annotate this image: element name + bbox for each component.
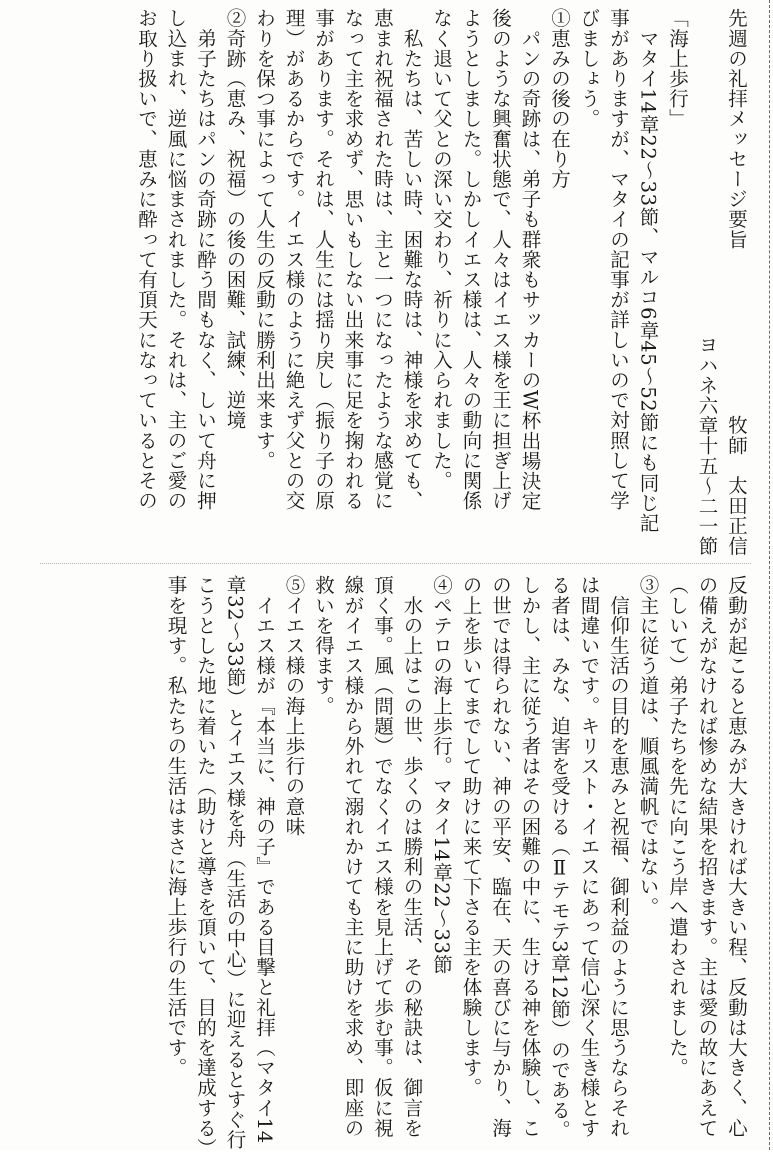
body-line: 恵まれ祝福された時は、主と一つになったような感覚に: [371, 8, 394, 511]
body-line: ようとしました。しかしイエス様は、人々の動向に関係: [459, 8, 483, 511]
body-line: 線がイエス様から外れて溺れかけても主に助けを求め、即座の: [341, 575, 365, 1138]
bottom-text-block: [161, 575, 751, 1158]
section-heading-3: ③主に従う道は、順風満帆ではない。: [636, 575, 660, 917]
section-heading-4: ④ペテロの海上歩行。マタイ14章22〜33節: [430, 575, 453, 975]
body-line: パンの奇跡は、弟子も群衆もサッカーのW杯出場決定: [518, 8, 542, 512]
body-line: なって主を求めず、思いもしない出来事に足を掬われる: [341, 8, 365, 511]
section-heading-1: ①恵みの後の在り方: [548, 8, 571, 189]
body-line: 事がありますが、マタイの記事が詳しいので対照して学: [607, 8, 630, 511]
heading-line: [722, 8, 752, 556]
body-line: の備えがなければ惨めな結果を招きます。主は愛の故にあえて: [695, 575, 719, 1138]
body-line: わりを保つ事によって人生の反動に勝利出来ます。: [253, 8, 276, 471]
sermon-theme: 「海上歩行」: [666, 8, 689, 129]
body-line: 私たちは、苦しい時、困難な時は、神様を求めても、: [400, 8, 424, 511]
section-heading-2: ②奇跡（恵み、祝福）の後の困難、試練、逆境: [223, 8, 247, 431]
body-line: びましょう。: [577, 8, 601, 129]
body-line: イエス様が『本当に、神の子』である目撃と礼拝（マタイ14: [253, 575, 276, 1144]
body-line: 事を現す。私たちの生活はまさに海上歩行の生活です。: [164, 575, 188, 1078]
body-line: マタイ14章22〜33節、マルコ6章45〜52節にも同じ記: [636, 8, 660, 533]
author-label: 牧師 太田正信: [725, 415, 748, 556]
body-line: 反動が起こると恵みが大きければ大きい程、反動は大きく、心: [725, 575, 748, 1138]
body-line: こうとした地に着いた（助けと導きを頂いて、目的を達成する）: [194, 575, 217, 1158]
body-line: （しいて）弟子たちを先に向こう岸へ遣わされました。: [666, 575, 689, 1078]
body-line: 後のような興奮状態で、人々はイエス様を王に担ぎ上げ: [489, 8, 512, 511]
body-line: お取り扱いで、恵みに酔って有頂天になっているとその: [135, 8, 158, 511]
body-line: なく退いて父との深い交わり、祈りに入られました。: [430, 8, 453, 491]
scripture-reference: ヨハネ六章十五〜二一節: [695, 334, 719, 556]
body-line: の世では得られない、神の平安、臨在、天の喜びに与かり、海: [489, 575, 512, 1138]
body-line: の上を歩いてまでして助けに来て下さる主を体験します。: [459, 575, 483, 1098]
page-edge-rule: [769, 0, 770, 1150]
top-text-block: [132, 8, 752, 556]
body-line: 理）があるからです。イエス様のように絶えず父との交: [282, 8, 306, 511]
body-line: 頂く事。風（問題）でなくイエス様を見上げて歩む事。仮に視: [371, 575, 394, 1138]
body-line: は間違いです。キリスト・イエスにあって信心深く生き様とす: [577, 575, 601, 1138]
body-line: 弟子たちはパンの奇跡に酔う間もなく、しいて舟に押: [194, 8, 217, 511]
body-line: る者は、みな、迫害を受ける（Ⅱテモテ3章12節）のである。: [548, 575, 571, 1141]
body-line: しかし、主に従う者はその困難の中に、生ける神を体験し、こ: [518, 575, 542, 1138]
page-title: 先週の礼拝メッセージ要旨: [725, 8, 748, 250]
body-line: 章32〜33節）とイエス様を舟（生活の中心）に迎えるとすぐ行: [223, 575, 247, 1150]
body-line: 信仰生活の目的を恵みと祝福、御利益のように思うならそれ: [607, 575, 630, 1138]
body-line: 水の上はこの世、歩くのは勝利の生活、その秘訣は、御言を: [400, 575, 424, 1138]
section-divider: [40, 563, 751, 564]
body-line: 事があります。それは、人生には揺り戻し（振り子の原: [312, 8, 335, 511]
body-line: 救いを得ます。: [312, 575, 335, 716]
section-heading-5: ⑤イエス様の海上歩行の意味: [282, 575, 306, 837]
body-line: し込まれ、逆風に悩まされました。それは、主のご愛の: [164, 8, 188, 511]
